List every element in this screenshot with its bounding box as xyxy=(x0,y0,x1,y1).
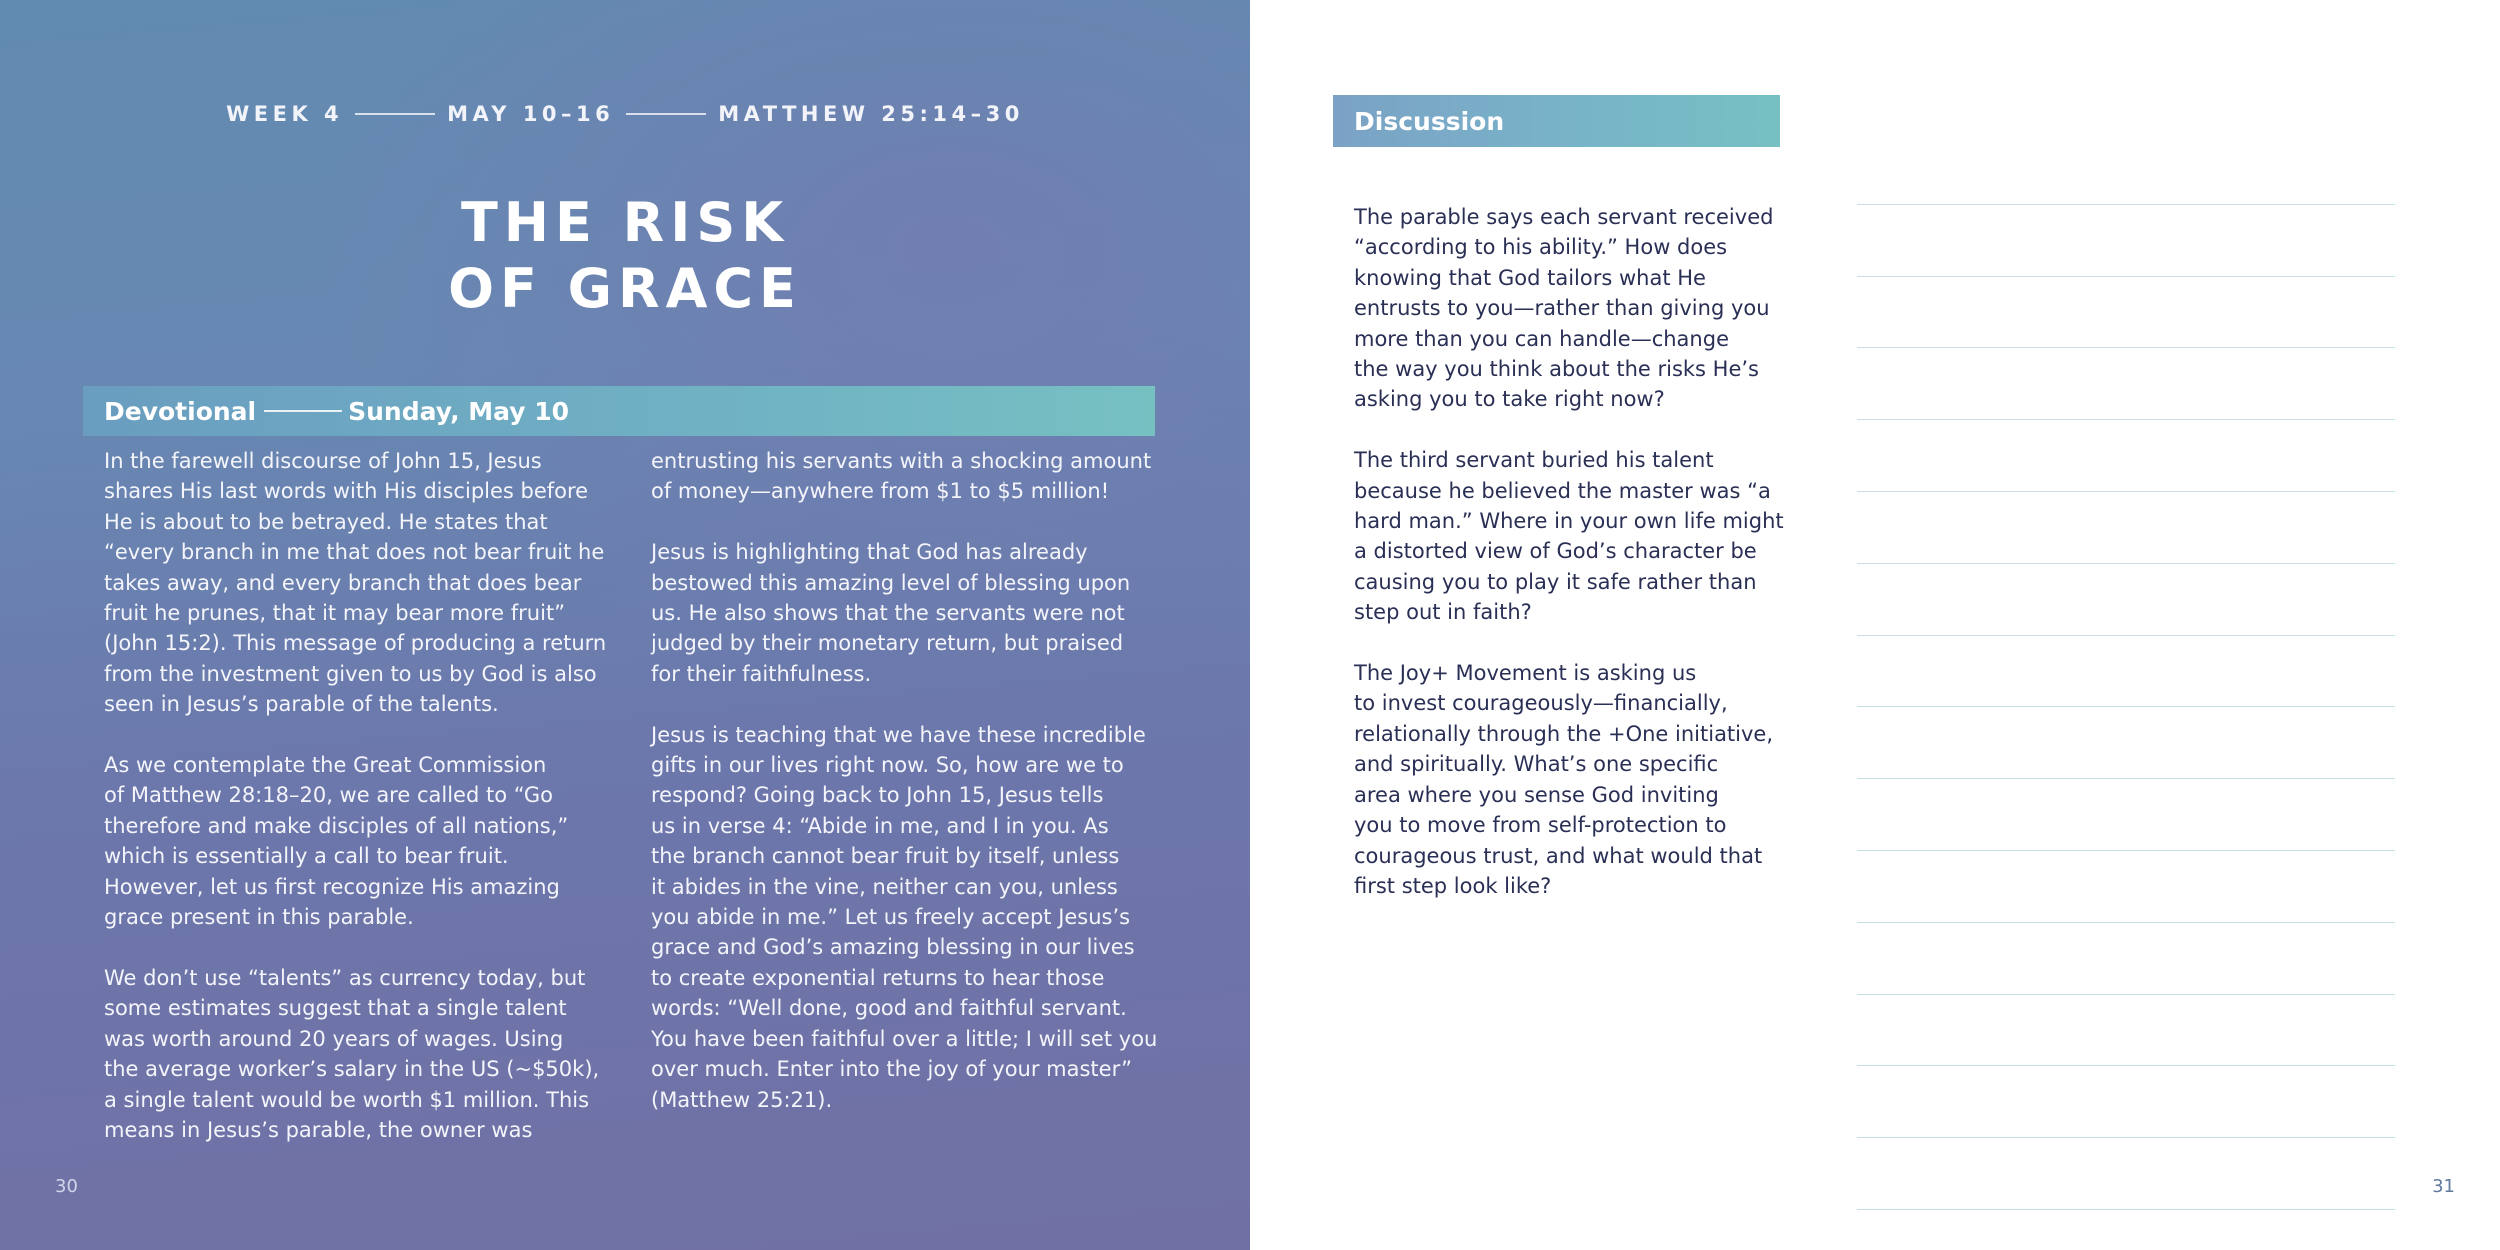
paragraph: entrusting his servants with a shocking amount of money—anywhere from $1 to $5 million! xyxy=(651,449,1152,504)
discussion-question: The Joy+ Movement is asking us to invest courageously—financially, relationally through the +One initiative, and spiritually. What’s one specific area where you sense God inviting you to move from self-protection to courageous trust, and what would that first step look like? xyxy=(1354,661,1774,898)
note-line xyxy=(1857,492,2395,564)
discussion-label: Discussion xyxy=(1354,106,1505,136)
header-divider xyxy=(355,113,435,115)
discussion-question: The third servant buried his talent because he believed the master was “a hard man.” Where in your own life might a distorted view of God’s character be causing you to play it safe rather than step out in faith? xyxy=(1354,448,1784,625)
paragraph: Jesus is highlighting that God has already bestowed this amazing level of blessing upon us. He also shows that the servants were not judged by their monetary return, but praised for their faithfulness. xyxy=(651,540,1131,686)
date-range: MAY 10–16 xyxy=(447,102,615,126)
title-line: OF GRACE xyxy=(448,257,802,320)
devotional-label: Devotional xyxy=(104,396,257,426)
note-line xyxy=(1857,277,2395,349)
note-line xyxy=(1857,205,2395,277)
page-number: 30 xyxy=(55,1176,78,1197)
note-line xyxy=(1857,348,2395,420)
note-line xyxy=(1857,923,2395,995)
note-line xyxy=(1857,1066,2395,1138)
note-line xyxy=(1857,420,2395,492)
devotional-divider xyxy=(264,410,342,412)
note-line xyxy=(1857,564,2395,636)
week-label: WEEK 4 xyxy=(226,102,344,126)
note-line xyxy=(1857,636,2395,708)
paragraph: We don’t use “talents” as currency today, but some estimates suggest that a single talent was worth around 20 years of wages. Using the average worker’s salary in the US (~$50k), a single talent would be worth $1 million. This means in Jesus’s parable, the owner was xyxy=(104,965,600,1142)
discussion-question: The parable says each servant received “according to his ability.” How does knowing that God tailors what He entrusts to you—rather than giving you more than you can handle—change the way you think about the risks He’s asking you to take right now? xyxy=(1354,205,1774,412)
note-line xyxy=(1857,995,2395,1067)
devotional-date: Sunday, May 10 xyxy=(348,396,570,426)
header-divider xyxy=(626,113,706,115)
devotional-column-1 xyxy=(104,446,634,1176)
note-line xyxy=(1857,1138,2395,1210)
paragraph: Jesus is teaching that we have these incredible gifts in our lives right now. So, how are we to respond? Going back to John 15, Jesus tells us in verse 4: “Abide in me, and I in you. As the branch cannot bear fruit by itself, unless it abides in the vine, neither can you, unless you abide in me.” Let us freely accept Jesus’s grace and God’s amazing blessing in our lives to create exponential returns to hear those words: “Well done, good and faithful servant. You have been faithful over a little; I will set you over much. Enter into the joy of your master” (Matthew 25:21). xyxy=(651,722,1158,1112)
discussion-questions xyxy=(1354,202,1794,932)
page-title xyxy=(0,190,1250,322)
scripture-reference: MATTHEW 25:14–30 xyxy=(718,102,1024,126)
paragraph: As we contemplate the Great Commission of Matthew 28:18–20, we are called to “Go therefore and make disciples of all nations,” which is essentially a call to bear fruit. However, let us first recognize His amazing grace present in this parable. xyxy=(104,753,569,930)
note-line xyxy=(1857,707,2395,779)
devotional-bar xyxy=(83,386,1155,436)
paragraph: In the farewell discourse of John 15, Jesus shares His last words with His disciples before He is about to be betrayed. He states that “every branch in me that does not bear fruit he takes away, and every branch that does bear fruit he prunes, that it may bear more fruit” (John 15:2). This message of producing a return from the investment given to us by God is also seen in Jesus’s parable of the talents. xyxy=(104,449,607,717)
note-line xyxy=(1857,851,2395,923)
week-header xyxy=(0,98,1250,130)
notes-area xyxy=(1857,133,2395,1210)
right-page xyxy=(1250,0,2500,1250)
note-line xyxy=(1857,779,2395,851)
devotional-column-2 xyxy=(651,446,1221,1145)
title-line: THE RISK xyxy=(460,191,790,254)
page-number: 31 xyxy=(2432,1176,2455,1197)
discussion-bar xyxy=(1333,95,1780,147)
note-line xyxy=(1857,133,2395,205)
